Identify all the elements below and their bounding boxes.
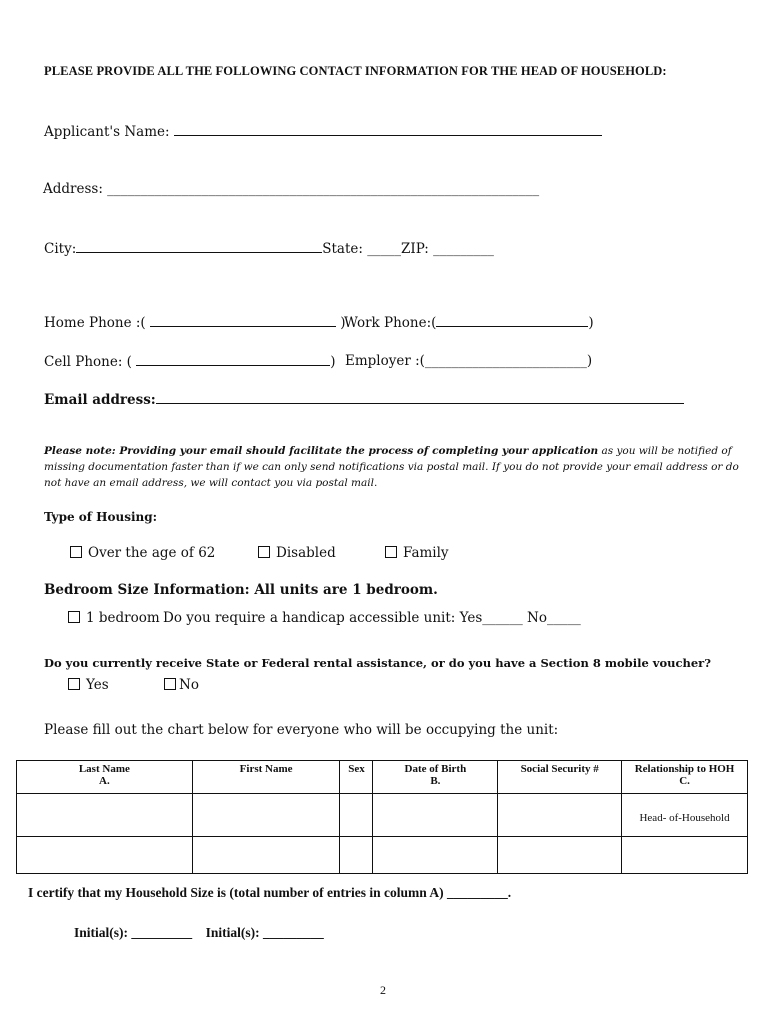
household-size-certification[interactable]: I certify that my Household Size is (total number of entries in column A) _________. xyxy=(28,885,512,900)
table-cell[interactable] xyxy=(17,837,193,874)
housing-option-label: Disabled xyxy=(276,545,336,561)
housing-option-label: Family xyxy=(403,545,449,561)
checkbox-icon[interactable] xyxy=(70,546,82,558)
table-cell[interactable] xyxy=(340,794,373,837)
chart-intro: Please fill out the chart below for everyone who will be occupying the unit: xyxy=(44,722,559,738)
home-phone-label: Home Phone :( xyxy=(44,315,146,331)
table-cell[interactable] xyxy=(192,794,340,837)
city-state-zip-field[interactable] xyxy=(44,240,494,257)
table-cell[interactable] xyxy=(622,837,748,874)
header-line2: C. xyxy=(679,775,690,787)
bedroom-option-label: 1 bedroom xyxy=(86,610,160,626)
email-note xyxy=(44,443,744,491)
assistance-yes-label: Yes xyxy=(86,677,109,693)
housing-option-disabled[interactable] xyxy=(258,545,336,561)
state-zip-label: State: _____ZIP: _________ xyxy=(322,241,494,257)
email-note-rest: as you will be notified of missing documentation faster than if we can only send notifications via postal mail. If you do not provide your email address or do not have an email address, we will contact you via postal mail. xyxy=(44,445,739,489)
work-phone-line[interactable] xyxy=(436,314,588,327)
relationship-cell: Head- of-Household xyxy=(622,794,748,837)
page-number: 2 xyxy=(380,983,386,997)
assistance-question: Do you currently receive State or Federal rental assistance, or do you have a Section 8 mobile voucher? xyxy=(44,656,711,670)
cell-phone-field[interactable] xyxy=(44,353,336,370)
cell-phone-line[interactable] xyxy=(136,353,330,366)
handicap-question[interactable]: Do you require a handicap accessible unit: Yes______ xyxy=(163,610,523,626)
header-line1: First Name xyxy=(239,763,293,775)
table-cell[interactable] xyxy=(498,794,622,837)
checkbox-icon[interactable] xyxy=(68,611,80,623)
applicant-name-field[interactable] xyxy=(44,123,602,140)
checkbox-icon[interactable] xyxy=(164,678,176,690)
table-row xyxy=(17,794,748,837)
email-line[interactable] xyxy=(156,391,684,404)
col-last-name xyxy=(17,761,193,794)
bedroom-title: Bedroom Size Information: All units are 1 bedroom. xyxy=(44,582,438,598)
email-field[interactable] xyxy=(44,391,684,408)
applicant-name-line[interactable] xyxy=(174,123,602,136)
col-relationship xyxy=(622,761,748,794)
bedroom-option-1[interactable] xyxy=(68,610,160,626)
table-cell[interactable] xyxy=(340,837,373,874)
table-header-row xyxy=(17,761,748,794)
table-row xyxy=(17,837,748,874)
email-label: Email address: xyxy=(44,392,156,408)
city-line[interactable] xyxy=(76,240,322,253)
email-note-bold: Please note: Providing your email should facilitate the process of completing your application xyxy=(44,445,599,457)
table-cell[interactable] xyxy=(498,837,622,874)
housing-option-family[interactable] xyxy=(385,545,449,561)
checkbox-icon[interactable] xyxy=(68,678,80,690)
housing-option-label: Over the age of 62 xyxy=(88,545,216,561)
col-dob xyxy=(373,761,498,794)
address-field[interactable]: Address: ________________________________________________________________ xyxy=(43,181,540,197)
housing-option-over-62[interactable] xyxy=(70,545,215,561)
header-line1: Last Name xyxy=(78,763,130,775)
initials-line[interactable]: Initial(s): _________ Initial(s): _________ xyxy=(74,925,324,940)
city-label: City: xyxy=(44,241,77,257)
work-phone-field[interactable] xyxy=(344,314,594,331)
assistance-no-label: No xyxy=(179,677,199,693)
table-cell[interactable] xyxy=(17,794,193,837)
table-cell[interactable] xyxy=(192,837,340,874)
cell-phone-close: ) xyxy=(330,354,336,370)
home-phone-close: ) xyxy=(340,315,346,331)
home-phone-field[interactable] xyxy=(44,314,346,331)
assistance-no[interactable] xyxy=(164,677,199,693)
table-cell[interactable] xyxy=(373,794,498,837)
home-phone-line[interactable] xyxy=(150,314,336,327)
employer-field[interactable]: Employer :(________________________) xyxy=(345,353,593,369)
work-phone-label: Work Phone:( xyxy=(344,315,437,331)
occupant-table xyxy=(16,760,748,874)
header-line1: Relationship to HOH xyxy=(634,763,735,775)
housing-type-title: Type of Housing: xyxy=(44,510,158,524)
header-line2: B. xyxy=(430,775,441,787)
col-ssn xyxy=(498,761,622,794)
applicant-name-label: Applicant's Name: xyxy=(44,124,170,140)
assistance-yes[interactable] xyxy=(68,677,109,693)
header-line1: Sex xyxy=(348,763,365,775)
col-sex xyxy=(340,761,373,794)
checkbox-icon[interactable] xyxy=(258,546,270,558)
header-line1: Date of Birth xyxy=(404,763,467,775)
checkbox-icon[interactable] xyxy=(385,546,397,558)
header-line2: A. xyxy=(99,775,110,787)
table-cell[interactable] xyxy=(373,837,498,874)
handicap-no[interactable]: No_____ xyxy=(527,610,581,626)
col-first-name xyxy=(192,761,340,794)
work-phone-close: ) xyxy=(588,315,594,331)
cell-phone-label: Cell Phone: ( xyxy=(44,354,132,370)
page-heading: PLEASE PROVIDE ALL THE FOLLOWING CONTACT INFORMATION FOR THE HEAD OF HOUSEHOLD: xyxy=(44,64,667,78)
header-line1: Social Security # xyxy=(520,763,599,775)
